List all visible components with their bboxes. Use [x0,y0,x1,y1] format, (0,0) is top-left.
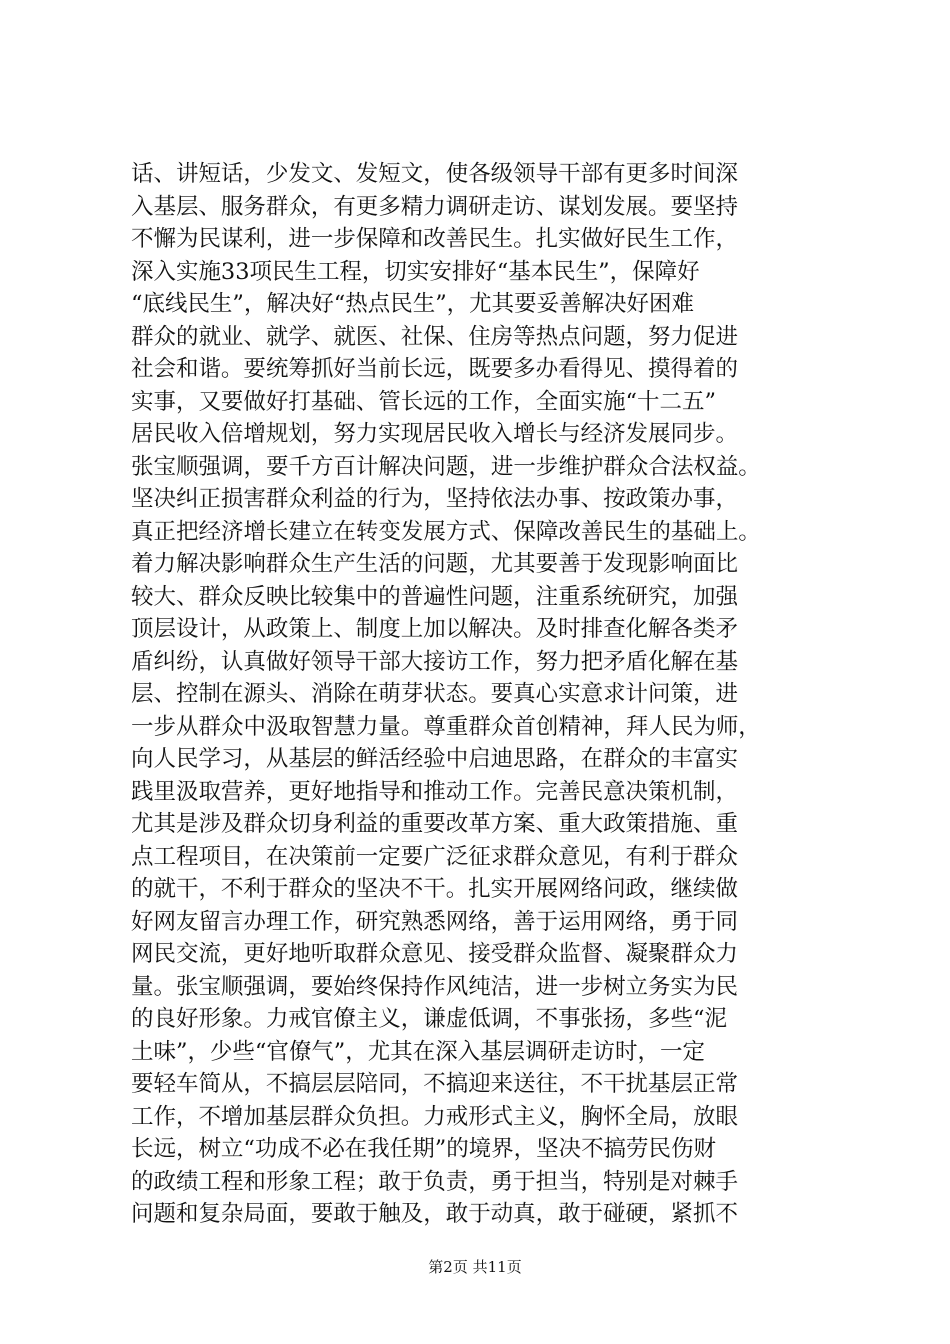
text-line: 不懈为民谋利，进一步保障和改善民生。扎实做好民生工作， [131,226,738,252]
text-line: 深入实施33项民生工程，切实安排好“基本民生”，保障好 [131,258,700,285]
text-line: 入基层、服务群众，有更多精力调研走访、谋划发展。要坚持 [131,193,738,220]
text-line: 社会和谐。要统筹抓好当前长远，既要多办看得见、摸得着的 [131,356,738,382]
text-line: 坚决纠正损害群众利益的行为，坚持依法办事、按政策办事， [131,486,738,512]
text-line: 量。张宝顺强调，要始终保持作风纯洁，进一步树立务实为民 [131,973,738,1000]
text-line: 的就干，不利于群众的坚决不干。扎实开展网络问政，继续做 [131,876,738,902]
text-line: 尤其是涉及群众切身利益的重要改革方案、重大政策措施、重 [131,811,738,837]
text-line: 真正把经济增长建立在转变发展方式、保障改善民生的基础上。 [131,518,761,545]
text-line: 的政绩工程和形象工程；敢于负责，勇于担当，特别是对棘手 [131,1168,738,1195]
text-line: 长远，树立“功成不必在我任期”的境界，坚决不搞劳民伤财 [131,1136,716,1162]
text-line: 着力解决影响群众生产生活的问题，尤其要善于发现影响面比 [131,551,738,577]
body-text [131,158,831,1231]
text-line: 土味”，少些“官僚气”，尤其在深入基层调研走访时，一定 [131,1038,705,1065]
text-line: 一步从群众中汲取智慧力量。尊重群众首创精神，拜人民为师， [131,713,761,740]
text-line: 盾纠纷，认真做好领导干部大接访工作，努力把矛盾化解在基 [131,648,738,675]
text-line: 要轻车简从，不搞层层陪同，不搞迎来送往，不干扰基层正常 [131,1071,738,1097]
page-number-footer: 第2页 共11页 [428,1258,522,1276]
text-line: 好网友留言办理工作，研究熟悉网络，善于运用网络，勇于同 [131,908,738,935]
text-line: 向人民学习，从基层的鲜活经验中启迪思路，在群众的丰富实 [131,746,738,772]
text-line: 居民收入倍增规划，努力实现居民收入增长与经济发展同步。 [131,421,738,447]
text-line: 张宝顺强调，要千方百计解决问题，进一步维护群众合法权益。 [131,453,761,480]
text-line: 层、控制在源头、消除在萌芽状态。要真心实意求计问策，进 [131,681,738,707]
text-line: 群众的就业、就学、就医、社保、住房等热点问题，努力促进 [131,323,738,350]
text-line: 践里汲取营养，更好地指导和推动工作。完善民意决策机制， [131,778,738,805]
text-line: 网民交流，更好地听取群众意见、接受群众监督、凝聚群众力 [131,941,738,967]
text-line: 话、讲短话，少发文、发短文，使各级领导干部有更多时间深 [131,161,738,187]
text-line: “底线民生”，解决好“热点民生”，尤其要妥善解决好困难 [131,291,694,317]
text-line: 的良好形象。力戒官僚主义，谦虚低调，不事张扬，多些“泥 [131,1006,727,1032]
text-line: 顶层设计，从政策上、制度上加以解决。及时排查化解各类矛 [131,616,738,642]
text-line: 点工程项目，在决策前一定要广泛征求群众意见，有利于群众 [131,843,738,870]
text-line: 较大、群众反映比较集中的普遍性问题，注重系统研究，加强 [131,583,738,610]
text-line: 工作，不增加基层群众负担。力戒形式主义，胸怀全局，放眼 [131,1103,738,1130]
text-line: 实事，又要做好打基础、管长远的工作，全面实施“十二五” [131,388,716,415]
text-line: 问题和复杂局面，要敢于触及，敢于动真，敢于碰硬，紧抓不 [131,1201,738,1227]
